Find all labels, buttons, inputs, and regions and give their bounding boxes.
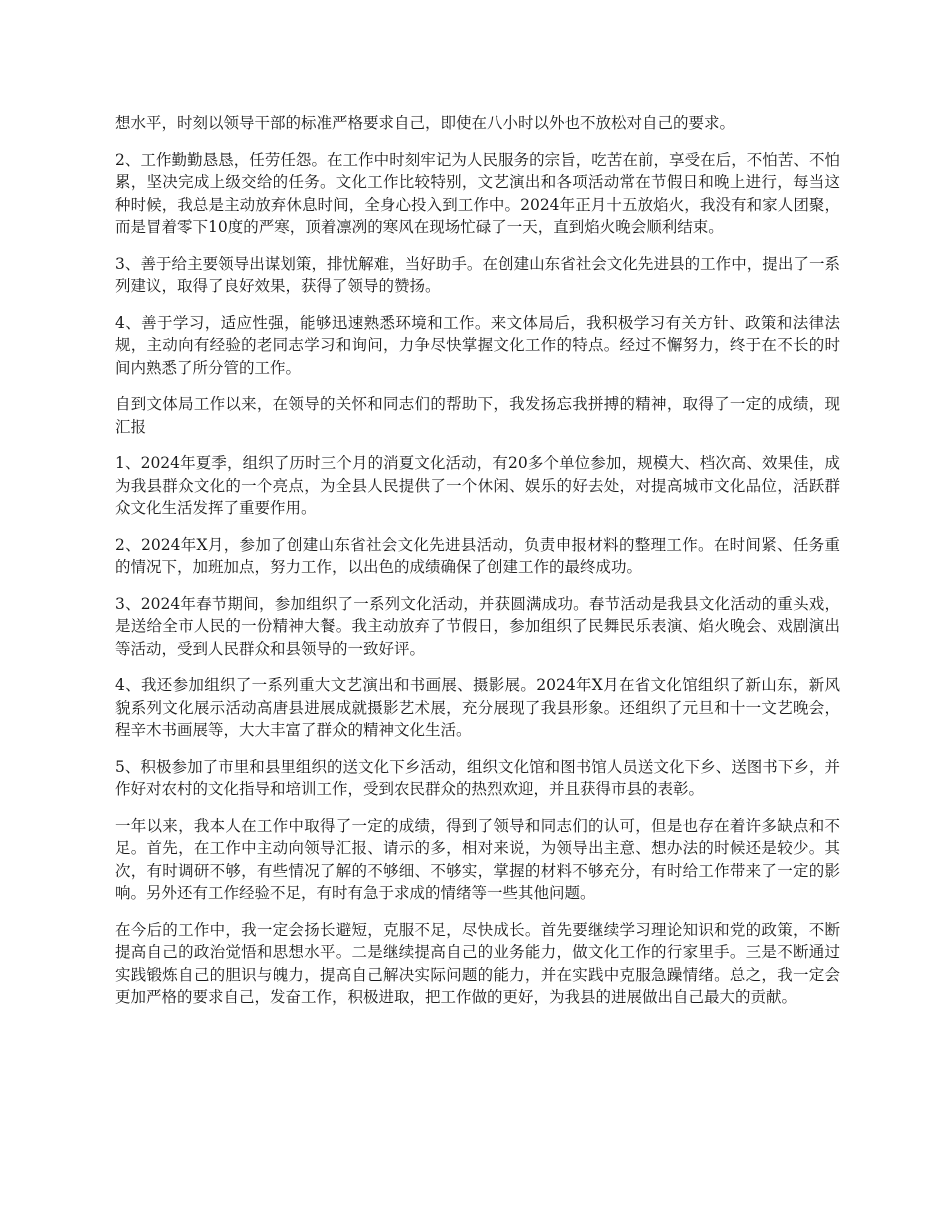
document-body bbox=[115, 112, 840, 1023]
paragraph-advanced-county: 2、2024年X月，参加了创建山东省社会文化先进县活动，负责申报材料的整理工作。在时间紧、任务重的情况下，加班加点，努力工作，以出色的成绩确保了创建工作的最终成功。 bbox=[115, 535, 840, 576]
paragraph-summer-activities: 1、2024年夏季，组织了历时三个月的消夏文化活动，有20多个单位参加，规模大、档次高、效果佳，成为我县群众文化的一个亮点，为全县人民提供了一个休闲、娱乐的好去处，对提高城市文化品位，活跃群众文化生活发挥了重要作用。 bbox=[115, 454, 840, 517]
paragraph-learning: 4、善于学习，适应性强，能够迅速熟悉环境和工作。来文体局后，我积极学习有关方针、政策和法律法规，主动向有经验的老同志学习和询问，力争尽快掌握文化工作的特点。经过不懈努力，终于在不长的时间内熟悉了所分管的工作。 bbox=[115, 313, 840, 377]
paragraph-shortcomings: 一年以来，我本人在工作中取得了一定的成绩，得到了领导和同志们的认可，但是也存在着许多缺点和不足。首先，在工作中主动向领导汇报、请示的多，相对来说，为领导出主意、想办法的时候还是较少。其次，有时调研不够，有些情况了解的不够细、不够实，掌握的材料不够充分，有时给工作带来了一定的影响。另外还有工作经验不足，有时有急于求成的情绪等一些其他问题。 bbox=[115, 816, 840, 902]
paragraph-achievements-intro: 自到文体局工作以来，在领导的关怀和同志们的帮助下，我发扬忘我拼搏的精神，取得了一定的成绩，现汇报 bbox=[115, 395, 840, 436]
paragraph-culture-to-countryside: 5、积极参加了市里和县里组织的送文化下乡活动，组织文化馆和图书馆人员送文化下乡、送图书下乡，并作好对农村的文化指导和培训工作，受到农民群众的热烈欢迎，并且获得市县的表彰。 bbox=[115, 757, 840, 798]
paragraph-exhibitions: 4、我还参加组织了一系列重大文艺演出和书画展、摄影展。2024年X月在省文化馆组织了新山东，新风貌系列文化展示活动高唐县进展成就摄影艺术展，充分展现了我县形象。还组织了元旦和十一文艺晚会，程辛木书画展等，大大丰富了群众的精神文化生活。 bbox=[115, 676, 840, 739]
paragraph-advising-leaders: 3、善于给主要领导出谋划策，排忧解难，当好助手。在创建山东省社会文化先进县的工作中，提出了一系列建议，取得了良好效果，获得了领导的赞扬。 bbox=[115, 254, 840, 295]
paragraph-spring-festival: 3、2024年春节期间，参加组织了一系列文化活动，并获圆满成功。春节活动是我县文化活动的重头戏，是送给全市人民的一份精神大餐。我主动放弃了节假日，参加组织了民舞民乐表演、焰火晚会、戏剧演出等活动，受到人民群众和县领导的一致好评。 bbox=[115, 594, 840, 658]
paragraph-diligent-work: 2、工作勤勤恳恳，任劳任怨。在工作中时刻牢记为人民服务的宗旨，吃苦在前，享受在后，不怕苦、不怕累，坚决完成上级交给的任务。文化工作比较特别，文艺演出和各项活动常在节假日和晚上进行，每当这种时候，我总是主动放弃休息时间，全身心投入到工作中。2024年正月十五放焰火，我没有和家人团聚，而是冒着零下10度的严寒，顶着凛冽的寒风在现场忙碌了一天，直到焰火晚会顺利结束。 bbox=[115, 150, 840, 236]
paragraph-future-plans: 在今后的工作中，我一定会扬长避短，克服不足，尽快成长。首先要继续学习理论知识和党的政策，不断提高自己的政治觉悟和思想水平。二是继续提高自己的业务能力，做文化工作的行家里手。三是不断通过实践锻炼自己的胆识与魄力，提高自己解决实际问题的能力，并在实践中克服急躁情绪。总之，我一定会更加严格的要求自己，发奋工作，积极进取，把工作做的更好，为我县的进展做出自己最大的贡献。 bbox=[115, 920, 840, 1006]
paragraph-continuation: 想水平，时刻以领导干部的标准严格要求自己，即使在八小时以外也不放松对自己的要求。 bbox=[115, 114, 736, 132]
